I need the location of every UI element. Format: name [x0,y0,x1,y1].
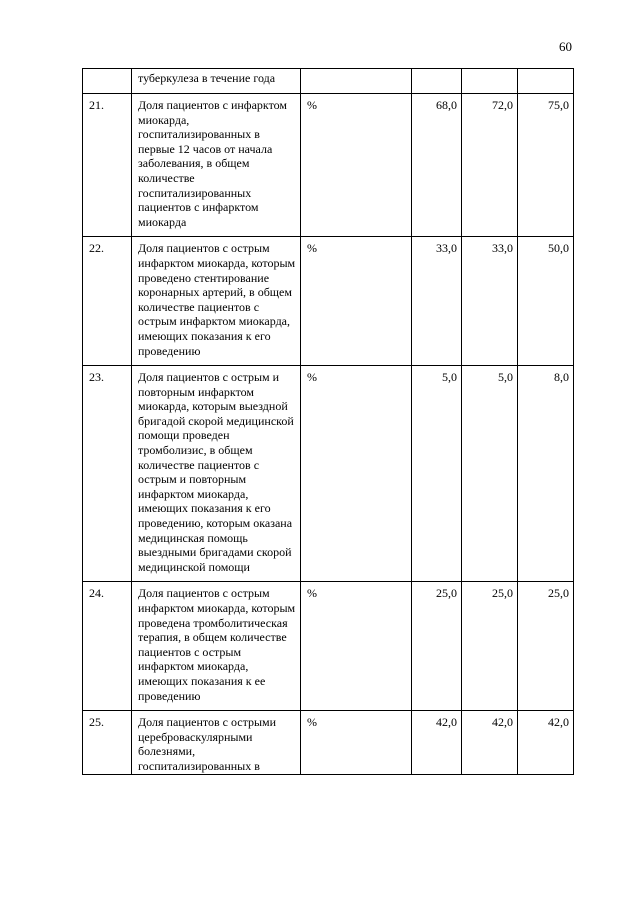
cell-value-3: 75,0 [518,94,574,237]
cell-value-2: 72,0 [462,94,518,237]
cell-name: Доля пациентов с острыми цереброваскулярными болезнями, госпитализированных в [132,711,301,774]
cell-value-2: 42,0 [462,711,518,774]
page-number: 60 [559,39,572,54]
cell-value-1: 5,0 [412,366,462,582]
cell-value-2: 33,0 [462,237,518,366]
cell-name: Доля пациентов с острым инфарктом миокарда, которым проведена тромболитическая терапия, в общем количестве пациентов с острым инфарктом миокарда, имеющих показания к ее проведению [132,582,301,711]
cell-num [83,69,132,94]
cell-value-1: 68,0 [412,94,462,237]
table-row [83,237,574,366]
cell-num: 24. [83,582,132,711]
cell-unit: % [301,366,412,582]
cell-num: 25. [83,711,132,774]
table-row [83,94,574,237]
cell-name: Доля пациентов с острым и повторным инфарктом миокарда, которым выездной бригадой скорой медицинской помощи проведен тромболизис, в общем количестве пациентов с острым и повторным инфарктом миокарда, имеющих показания к его проведению, которым оказана медицинская помощь выездными бригадами скорой медицинской помощи [132,366,301,582]
table-row [83,366,574,582]
table-row [83,582,574,711]
cell-num: 23. [83,366,132,582]
cell-name: туберкулеза в течение года [132,69,301,94]
cell-num: 21. [83,94,132,237]
cell-value-1: 25,0 [412,582,462,711]
cell-unit: % [301,711,412,774]
cell-value-3: 25,0 [518,582,574,711]
cell-value-2: 25,0 [462,582,518,711]
cell-unit: % [301,582,412,711]
cell-value-2: 5,0 [462,366,518,582]
cell-value-3: 8,0 [518,366,574,582]
cell-unit [301,69,412,94]
table-row-continuation [83,69,574,94]
cell-num: 22. [83,237,132,366]
cell-value-3 [518,69,574,94]
cell-value-1: 42,0 [412,711,462,774]
cell-value-3: 50,0 [518,237,574,366]
cell-value-3: 42,0 [518,711,574,774]
cell-value-1: 33,0 [412,237,462,366]
indicators-table [82,68,574,775]
cell-unit: % [301,94,412,237]
cell-value-2 [462,69,518,94]
table-row [83,711,574,774]
cell-name: Доля пациентов с инфарктом миокарда, госпитализированных в первые 12 часов от начала заболевания, в общем количестве госпитализированных пациентов с инфарктом миокарда [132,94,301,237]
cell-unit: % [301,237,412,366]
cell-name: Доля пациентов с острым инфарктом миокарда, которым проведено стентирование коронарных артерий, в общем количестве пациентов с острым инфарктом миокарда, имеющих показания к его проведению [132,237,301,366]
cell-value-1 [412,69,462,94]
